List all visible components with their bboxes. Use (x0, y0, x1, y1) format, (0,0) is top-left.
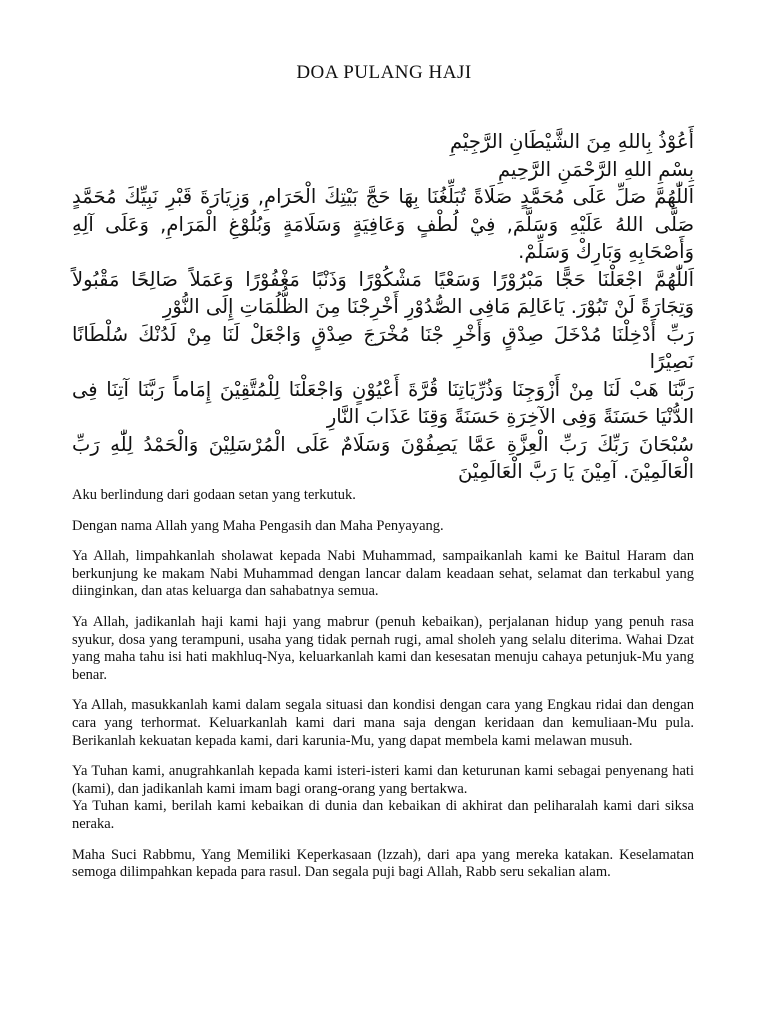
translation-paragraph: Aku berlindung dari godaan setan yang terkutuk. (72, 487, 356, 503)
arabic-paragraph-sholawat: اَللّٰهُمَّ صَلِّ عَلَى مُحَمَّدٍ صَلَاةً تُبَلِّغُنَا بِهَا حَجَّ بَيْتِكَ الْحَرَامِ, وَزِيَارَةَ قَبْرِ نَبِيِّكَ مُحَمَّدٍ صَلَّى اللهُ عَلَيْهِ وَسَلَّمَ, فِيْ لُطْفٍ وَعَافِيَةٍ وَسَلَامَةٍ وَبُلُوْغِ الْمَرَامِ, وَعَلَى آلِهِ وَأَصْحَابِهِ وَبَارِكْ وَسَلِّمْ. (72, 185, 694, 263)
page-title: DOA PULANG HAJI (296, 62, 472, 83)
arabic-line-basmalah: بِسْمِ اللهِ الرَّحْمَنِ الرَّحِيمِ (498, 157, 694, 181)
arabic-prayer-text (72, 128, 694, 486)
arabic-line-taawudz: أَعُوْذُ بِاللهِ مِنَ الشَّيْطَانِ الرَّجِيْمِ (449, 130, 694, 153)
translation-paragraph: Maha Suci Rabbmu, Yang Memiliki Keperkasaan (lzzah), dari apa yang mereka katakan. Keselamatan semoga dilimpahkan kepada para rasul. Dan segala puji bagi Allah, Rabb seru sekalian alam. (72, 846, 694, 881)
arabic-paragraph-subhana-rabbika: سُبْحَانَ رَبِّكَ رَبِّ الْعِزَّةِ عَمَّا يَصِفُوْنَ وَسَلَامٌ عَلَى الْمُرْسَلِيْنَ وَالْحَمْدُ لِلّٰهِ رَبِّ الْعَالَمِيْنَ. آمِيْنَ يَا رَبَّ الْعَالَمِيْنَ (72, 432, 694, 483)
translation-paragraph: Ya Tuhan kami, anugrahkanlah kepada kami isteri-isteri kami dan keturunan kami sebagai penyenang hati (kami), dan jadikanlah kami imam bagi orang-orang yang bertakwa. (72, 763, 694, 797)
translation-paragraph: Ya Allah, masukkanlah kami dalam segala situasi dan kondisi dengan cara yang Engkau ridai dan dengan cara yang terhormat. Keluarkanlah kami dari mana saja dengan keridaan dan kemuliaan-Mu pula. Berikanlah kekuatan kepada kami, dari karunia-Mu, yang dapat membela kami melawan musuh. (72, 697, 694, 749)
translation-paragraph: Ya Tuhan kami, berilah kami kebaikan di dunia dan kebaikan di akhirat dan peliharalah kami dari siksa neraka. (72, 798, 694, 832)
translation-paragraph: Dengan nama Allah yang Maha Pengasih dan Maha Penyayang. (72, 517, 444, 534)
arabic-paragraph-rabbi-adkhilna: رَبِّ أَدْخِلْنَا مُدْخَلَ صِدْقٍ وَأَخْرِ جْنَا مُخْرَجَ صِدْقٍ وَاجْعَلْ لَنَا مِنْ لَدُنْكَ سُلْطَانًا نَصِيْرًا (72, 322, 694, 373)
arabic-paragraph-rabbana-hablana: رَبَّنَا هَبْ لَنَا مِنْ أَزْوَجِنَا وَذُرِّيَاتِنَا قُرَّةَ أَعْيُوْنٍ وَاجْعَلْنَا لِلْمُتَّقِيْنَ إِمَاماً رَبَّنَا آتِنَا فِى الدُّنْيَا حَسَنَةً وَفِى الآخِرَةِ حَسَنَةً وَقِنَا عَذَابَ النَّارِ (72, 377, 694, 428)
translation-paragraph: Ya Allah, jadikanlah haji kami haji yang mabrur (penuh kebaikan), perjalanan hidup yang penuh rasa syukur, dosa yang terampuni, usaha yang tidak pernah rugi, amal sholeh yang selalu diterima. Wahai Dzat yang maha tahu isi hati makhluq-Nya, keluarkanlah kami dan kesesatan menuju cahaya petunjuk-Mu yang benar. (72, 613, 694, 683)
translation-text (72, 487, 694, 895)
translation-paragraph: Ya Allah, limpahkanlah sholawat kepada Nabi Muhammad, sampaikanlah kami ke Baitul Haram dan berkunjung ke makam Nabi Muhammad dengan lancar dalam keadaan sehat, selamat dan terkabul yang diinginkan, dan atas keluarga dan sahabatnya semua. (72, 548, 694, 600)
arabic-paragraph-haji-mabrur: اَللّٰهُمَّ اجْعَلْنَا حَجًّا مَبْرُوْرًا وَسَعْيًا مَشْكُوْرًا وَذَنْبًا مَغْفُوْرًا وَعَمَلاً صَالِحًا مَقْبُولاً وَتِجَارَةً لَنْ تَبُوْرَ. يَاعَالِمَ مَافِى الصُّدُوْرِ أَخْرِجْنَا مِنَ الظُّلُمَاتِ إِلَى النُّوْرِ (72, 267, 694, 318)
